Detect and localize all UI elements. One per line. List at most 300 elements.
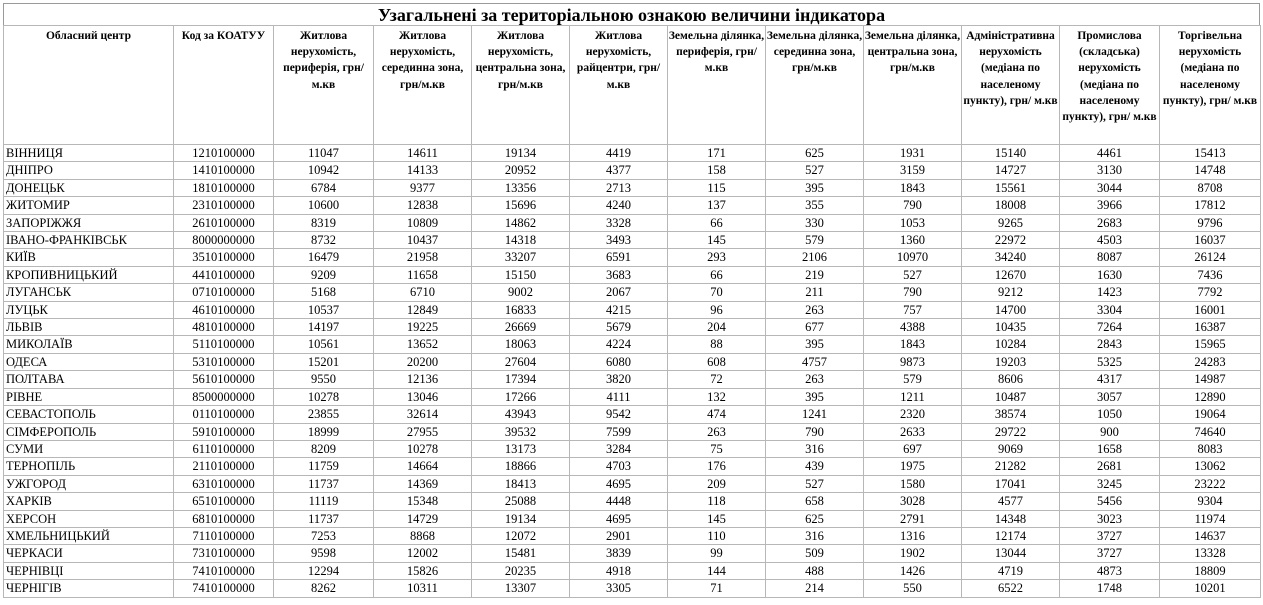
value-cell: 4461 — [1060, 145, 1160, 162]
value-cell: 12174 — [962, 527, 1060, 544]
koatuu-cell: 1810100000 — [174, 179, 274, 196]
table-row — [4, 423, 1261, 440]
value-cell: 66 — [668, 266, 766, 283]
value-cell: 43943 — [472, 406, 570, 423]
value-cell: 9002 — [472, 284, 570, 301]
value-cell: 19064 — [1160, 406, 1261, 423]
table-row — [4, 353, 1261, 370]
value-cell: 4503 — [1060, 232, 1160, 249]
value-cell: 6522 — [962, 580, 1060, 597]
value-cell: 10970 — [864, 249, 962, 266]
value-cell: 2683 — [1060, 214, 1160, 231]
value-cell: 14611 — [374, 145, 472, 162]
value-cell: 11658 — [374, 266, 472, 283]
koatuu-cell: 5110100000 — [174, 336, 274, 353]
table-row — [4, 214, 1261, 231]
header-row — [4, 26, 1261, 145]
value-cell: 263 — [766, 301, 864, 318]
table-row — [4, 301, 1261, 318]
value-cell: 16037 — [1160, 232, 1261, 249]
city-cell: ХЕРСОН — [4, 510, 174, 527]
column-header: Обласний центр — [4, 26, 174, 145]
value-cell: 395 — [766, 179, 864, 196]
value-cell: 4419 — [570, 145, 668, 162]
table-row — [4, 232, 1261, 249]
value-cell: 8319 — [274, 214, 374, 231]
value-cell: 14700 — [962, 301, 1060, 318]
value-cell: 74640 — [1160, 423, 1261, 440]
value-cell: 658 — [766, 493, 864, 510]
value-cell: 8087 — [1060, 249, 1160, 266]
value-cell: 14729 — [374, 510, 472, 527]
value-cell: 790 — [766, 423, 864, 440]
value-cell: 9377 — [374, 179, 472, 196]
value-cell: 15696 — [472, 197, 570, 214]
city-cell: ОДЕСА — [4, 353, 174, 370]
value-cell: 355 — [766, 197, 864, 214]
value-cell: 3305 — [570, 580, 668, 597]
value-cell: 1360 — [864, 232, 962, 249]
value-cell: 8708 — [1160, 179, 1261, 196]
value-cell: 330 — [766, 214, 864, 231]
value-cell: 66 — [668, 214, 766, 231]
koatuu-cell: 3510100000 — [174, 249, 274, 266]
value-cell: 14348 — [962, 510, 1060, 527]
value-cell: 625 — [766, 145, 864, 162]
koatuu-cell: 6110100000 — [174, 440, 274, 457]
city-cell: ЖИТОМИР — [4, 197, 174, 214]
table-row — [4, 475, 1261, 492]
value-cell: 14664 — [374, 458, 472, 475]
value-cell: 5325 — [1060, 353, 1160, 370]
value-cell: 5168 — [274, 284, 374, 301]
koatuu-cell: 5910100000 — [174, 423, 274, 440]
table-row — [4, 179, 1261, 196]
value-cell: 14133 — [374, 162, 472, 179]
value-cell: 3727 — [1060, 527, 1160, 544]
value-cell: 17041 — [962, 475, 1060, 492]
value-cell: 474 — [668, 406, 766, 423]
value-cell: 4388 — [864, 319, 962, 336]
value-cell: 15481 — [472, 545, 570, 562]
indicator-table — [3, 25, 1261, 598]
value-cell: 5679 — [570, 319, 668, 336]
table-row — [4, 406, 1261, 423]
value-cell: 9304 — [1160, 493, 1261, 510]
value-cell: 14862 — [472, 214, 570, 231]
value-cell: 15561 — [962, 179, 1060, 196]
value-cell: 2633 — [864, 423, 962, 440]
value-cell: 26124 — [1160, 249, 1261, 266]
value-cell: 4577 — [962, 493, 1060, 510]
value-cell: 33207 — [472, 249, 570, 266]
city-cell: ЛУГАНСЬК — [4, 284, 174, 301]
table-row — [4, 145, 1261, 162]
value-cell: 2106 — [766, 249, 864, 266]
value-cell: 15150 — [472, 266, 570, 283]
value-cell: 527 — [766, 162, 864, 179]
value-cell: 14727 — [962, 162, 1060, 179]
city-cell: МИКОЛАЇВ — [4, 336, 174, 353]
city-cell: ЗАПОРІЖЖЯ — [4, 214, 174, 231]
value-cell: 4695 — [570, 510, 668, 527]
value-cell: 13046 — [374, 388, 472, 405]
value-cell: 579 — [766, 232, 864, 249]
value-cell: 21282 — [962, 458, 1060, 475]
value-cell: 13173 — [472, 440, 570, 457]
table-row — [4, 284, 1261, 301]
value-cell: 15348 — [374, 493, 472, 510]
city-cell: ЛУЦЬК — [4, 301, 174, 318]
value-cell: 1658 — [1060, 440, 1160, 457]
value-cell: 3057 — [1060, 388, 1160, 405]
value-cell: 13307 — [472, 580, 570, 597]
value-cell: 3304 — [1060, 301, 1160, 318]
value-cell: 2901 — [570, 527, 668, 544]
value-cell: 10537 — [274, 301, 374, 318]
value-cell: 1843 — [864, 179, 962, 196]
value-cell: 8083 — [1160, 440, 1261, 457]
value-cell: 1053 — [864, 214, 962, 231]
value-cell: 6591 — [570, 249, 668, 266]
city-cell: СУМИ — [4, 440, 174, 457]
table-row — [4, 562, 1261, 579]
value-cell: 20235 — [472, 562, 570, 579]
value-cell: 7253 — [274, 527, 374, 544]
value-cell: 4719 — [962, 562, 1060, 579]
value-cell: 3328 — [570, 214, 668, 231]
value-cell: 1426 — [864, 562, 962, 579]
koatuu-cell: 8000000000 — [174, 232, 274, 249]
koatuu-cell: 2110100000 — [174, 458, 274, 475]
value-cell: 13044 — [962, 545, 1060, 562]
table-row — [4, 371, 1261, 388]
value-cell: 3159 — [864, 162, 962, 179]
table-row — [4, 197, 1261, 214]
value-cell: 10487 — [962, 388, 1060, 405]
value-cell: 790 — [864, 197, 962, 214]
table-row — [4, 162, 1261, 179]
value-cell: 8606 — [962, 371, 1060, 388]
value-cell: 488 — [766, 562, 864, 579]
table-row — [4, 493, 1261, 510]
value-cell: 3023 — [1060, 510, 1160, 527]
city-cell: ЛЬВІВ — [4, 319, 174, 336]
value-cell: 10600 — [274, 197, 374, 214]
value-cell: 4695 — [570, 475, 668, 492]
value-cell: 3966 — [1060, 197, 1160, 214]
value-cell: 11047 — [274, 145, 374, 162]
value-cell: 15965 — [1160, 336, 1261, 353]
value-cell: 316 — [766, 440, 864, 457]
value-cell: 23222 — [1160, 475, 1261, 492]
value-cell: 4240 — [570, 197, 668, 214]
value-cell: 16479 — [274, 249, 374, 266]
koatuu-cell: 5310100000 — [174, 353, 274, 370]
value-cell: 1975 — [864, 458, 962, 475]
value-cell: 3028 — [864, 493, 962, 510]
value-cell: 9265 — [962, 214, 1060, 231]
koatuu-cell: 2310100000 — [174, 197, 274, 214]
value-cell: 6710 — [374, 284, 472, 301]
value-cell: 10278 — [274, 388, 374, 405]
table-row — [4, 249, 1261, 266]
value-cell: 20952 — [472, 162, 570, 179]
value-cell: 4703 — [570, 458, 668, 475]
city-cell: ДОНЕЦЬК — [4, 179, 174, 196]
value-cell: 10942 — [274, 162, 374, 179]
koatuu-cell: 6510100000 — [174, 493, 274, 510]
value-cell: 527 — [766, 475, 864, 492]
table-row — [4, 319, 1261, 336]
value-cell: 263 — [668, 423, 766, 440]
value-cell: 10311 — [374, 580, 472, 597]
value-cell: 2681 — [1060, 458, 1160, 475]
koatuu-cell: 6810100000 — [174, 510, 274, 527]
value-cell: 2843 — [1060, 336, 1160, 353]
value-cell: 110 — [668, 527, 766, 544]
city-cell: ПОЛТАВА — [4, 371, 174, 388]
value-cell: 12890 — [1160, 388, 1261, 405]
value-cell: 3820 — [570, 371, 668, 388]
city-cell: СЕВАСТОПОЛЬ — [4, 406, 174, 423]
city-cell: ЧЕРКАСИ — [4, 545, 174, 562]
value-cell: 99 — [668, 545, 766, 562]
column-header: Промислова (складська) нерухомість (медіана по населеному пункту), грн/ м.кв — [1060, 26, 1160, 145]
column-header: Торгівельна нерухомість (медіана по населеному пункту), грн/ м.кв — [1160, 26, 1261, 145]
value-cell: 12136 — [374, 371, 472, 388]
value-cell: 13652 — [374, 336, 472, 353]
value-cell: 9796 — [1160, 214, 1261, 231]
value-cell: 12002 — [374, 545, 472, 562]
value-cell: 550 — [864, 580, 962, 597]
value-cell: 1630 — [1060, 266, 1160, 283]
value-cell: 72 — [668, 371, 766, 388]
value-cell: 14318 — [472, 232, 570, 249]
value-cell: 39532 — [472, 423, 570, 440]
value-cell: 1050 — [1060, 406, 1160, 423]
value-cell: 38574 — [962, 406, 1060, 423]
value-cell: 7264 — [1060, 319, 1160, 336]
value-cell: 18413 — [472, 475, 570, 492]
value-cell: 9550 — [274, 371, 374, 388]
value-cell: 1580 — [864, 475, 962, 492]
value-cell: 16387 — [1160, 319, 1261, 336]
table-title: Узагальнені за територіальною ознакою величини індикатора — [3, 3, 1260, 25]
value-cell: 211 — [766, 284, 864, 301]
value-cell: 145 — [668, 510, 766, 527]
value-cell: 26669 — [472, 319, 570, 336]
value-cell: 7599 — [570, 423, 668, 440]
value-cell: 3493 — [570, 232, 668, 249]
value-cell: 9598 — [274, 545, 374, 562]
table-row — [4, 458, 1261, 475]
value-cell: 1843 — [864, 336, 962, 353]
value-cell: 10437 — [374, 232, 472, 249]
value-cell: 13356 — [472, 179, 570, 196]
value-cell: 17394 — [472, 371, 570, 388]
value-cell: 12072 — [472, 527, 570, 544]
value-cell: 12670 — [962, 266, 1060, 283]
value-cell: 395 — [766, 336, 864, 353]
city-cell: ІВАНО-ФРАНКІВСЬК — [4, 232, 174, 249]
value-cell: 23855 — [274, 406, 374, 423]
value-cell: 27604 — [472, 353, 570, 370]
value-cell: 19225 — [374, 319, 472, 336]
value-cell: 115 — [668, 179, 766, 196]
value-cell: 5456 — [1060, 493, 1160, 510]
value-cell: 12838 — [374, 197, 472, 214]
value-cell: 3245 — [1060, 475, 1160, 492]
value-cell: 10201 — [1160, 580, 1261, 597]
value-cell: 15201 — [274, 353, 374, 370]
koatuu-cell: 6310100000 — [174, 475, 274, 492]
koatuu-cell: 0110100000 — [174, 406, 274, 423]
city-cell: ЧЕРНІГІВ — [4, 580, 174, 597]
value-cell: 19134 — [472, 510, 570, 527]
value-cell: 4224 — [570, 336, 668, 353]
value-cell: 4215 — [570, 301, 668, 318]
value-cell: 16001 — [1160, 301, 1261, 318]
value-cell: 9212 — [962, 284, 1060, 301]
value-cell: 11737 — [274, 510, 374, 527]
value-cell: 19134 — [472, 145, 570, 162]
koatuu-cell: 4810100000 — [174, 319, 274, 336]
value-cell: 3683 — [570, 266, 668, 283]
value-cell: 17266 — [472, 388, 570, 405]
value-cell: 4757 — [766, 353, 864, 370]
city-cell: СІМФЕРОПОЛЬ — [4, 423, 174, 440]
city-cell: КИЇВ — [4, 249, 174, 266]
table-row — [4, 510, 1261, 527]
value-cell: 1316 — [864, 527, 962, 544]
column-header: Житлова нерухомість, периферія, грн/ м.кв — [274, 26, 374, 145]
value-cell: 14987 — [1160, 371, 1261, 388]
value-cell: 12294 — [274, 562, 374, 579]
value-cell: 19203 — [962, 353, 1060, 370]
value-cell: 219 — [766, 266, 864, 283]
value-cell: 18866 — [472, 458, 570, 475]
value-cell: 1748 — [1060, 580, 1160, 597]
value-cell: 27955 — [374, 423, 472, 440]
value-cell: 3130 — [1060, 162, 1160, 179]
value-cell: 22972 — [962, 232, 1060, 249]
value-cell: 7792 — [1160, 284, 1261, 301]
value-cell: 144 — [668, 562, 766, 579]
value-cell: 10435 — [962, 319, 1060, 336]
koatuu-cell: 7410100000 — [174, 580, 274, 597]
city-cell: УЖГОРОД — [4, 475, 174, 492]
value-cell: 20200 — [374, 353, 472, 370]
value-cell: 13062 — [1160, 458, 1261, 475]
value-cell: 293 — [668, 249, 766, 266]
table-row — [4, 266, 1261, 283]
value-cell: 14369 — [374, 475, 472, 492]
value-cell: 3727 — [1060, 545, 1160, 562]
value-cell: 118 — [668, 493, 766, 510]
value-cell: 21958 — [374, 249, 472, 266]
city-cell: РІВНЕ — [4, 388, 174, 405]
value-cell: 11974 — [1160, 510, 1261, 527]
city-cell: ДНІПРО — [4, 162, 174, 179]
value-cell: 70 — [668, 284, 766, 301]
value-cell: 15140 — [962, 145, 1060, 162]
table-row — [4, 527, 1261, 544]
value-cell: 4873 — [1060, 562, 1160, 579]
city-cell: ХМЕЛЬНИЦЬКИЙ — [4, 527, 174, 544]
koatuu-cell: 1210100000 — [174, 145, 274, 162]
value-cell: 9873 — [864, 353, 962, 370]
value-cell: 8209 — [274, 440, 374, 457]
value-cell: 1931 — [864, 145, 962, 162]
koatuu-cell: 7110100000 — [174, 527, 274, 544]
value-cell: 1241 — [766, 406, 864, 423]
value-cell: 395 — [766, 388, 864, 405]
value-cell: 6784 — [274, 179, 374, 196]
value-cell: 18999 — [274, 423, 374, 440]
value-cell: 2791 — [864, 510, 962, 527]
table-row — [4, 580, 1261, 597]
city-cell: ВІННИЦЯ — [4, 145, 174, 162]
table-row — [4, 336, 1261, 353]
koatuu-cell: 4410100000 — [174, 266, 274, 283]
city-cell: ЧЕРНІВЦІ — [4, 562, 174, 579]
value-cell: 214 — [766, 580, 864, 597]
value-cell: 6080 — [570, 353, 668, 370]
value-cell: 1211 — [864, 388, 962, 405]
value-cell: 13328 — [1160, 545, 1261, 562]
koatuu-cell: 7310100000 — [174, 545, 274, 562]
value-cell: 18809 — [1160, 562, 1261, 579]
value-cell: 10278 — [374, 440, 472, 457]
column-header: Адміністративна нерухомість (медіана по населеному пункту), грн/ м.кв — [962, 26, 1060, 145]
value-cell: 8868 — [374, 527, 472, 544]
value-cell: 15826 — [374, 562, 472, 579]
value-cell: 579 — [864, 371, 962, 388]
value-cell: 34240 — [962, 249, 1060, 266]
value-cell: 10809 — [374, 214, 472, 231]
value-cell: 18008 — [962, 197, 1060, 214]
value-cell: 29722 — [962, 423, 1060, 440]
value-cell: 8262 — [274, 580, 374, 597]
column-header: Житлова нерухомість, серединна зона, грн/м.кв — [374, 26, 472, 145]
value-cell: 10284 — [962, 336, 1060, 353]
value-cell: 14637 — [1160, 527, 1261, 544]
value-cell: 4377 — [570, 162, 668, 179]
koatuu-cell: 2610100000 — [174, 214, 274, 231]
value-cell: 790 — [864, 284, 962, 301]
value-cell: 3839 — [570, 545, 668, 562]
value-cell: 32614 — [374, 406, 472, 423]
city-cell: КРОПИВНИЦЬКИЙ — [4, 266, 174, 283]
value-cell: 18063 — [472, 336, 570, 353]
column-header: Житлова нерухомість, райцентри, грн/ м.кв — [570, 26, 668, 145]
koatuu-cell: 0710100000 — [174, 284, 274, 301]
koatuu-cell: 8500000000 — [174, 388, 274, 405]
value-cell: 12849 — [374, 301, 472, 318]
value-cell: 137 — [668, 197, 766, 214]
city-cell: ХАРКІВ — [4, 493, 174, 510]
value-cell: 4317 — [1060, 371, 1160, 388]
value-cell: 608 — [668, 353, 766, 370]
value-cell: 158 — [668, 162, 766, 179]
value-cell: 132 — [668, 388, 766, 405]
value-cell: 16833 — [472, 301, 570, 318]
value-cell: 145 — [668, 232, 766, 249]
value-cell: 316 — [766, 527, 864, 544]
value-cell: 9209 — [274, 266, 374, 283]
value-cell: 75 — [668, 440, 766, 457]
